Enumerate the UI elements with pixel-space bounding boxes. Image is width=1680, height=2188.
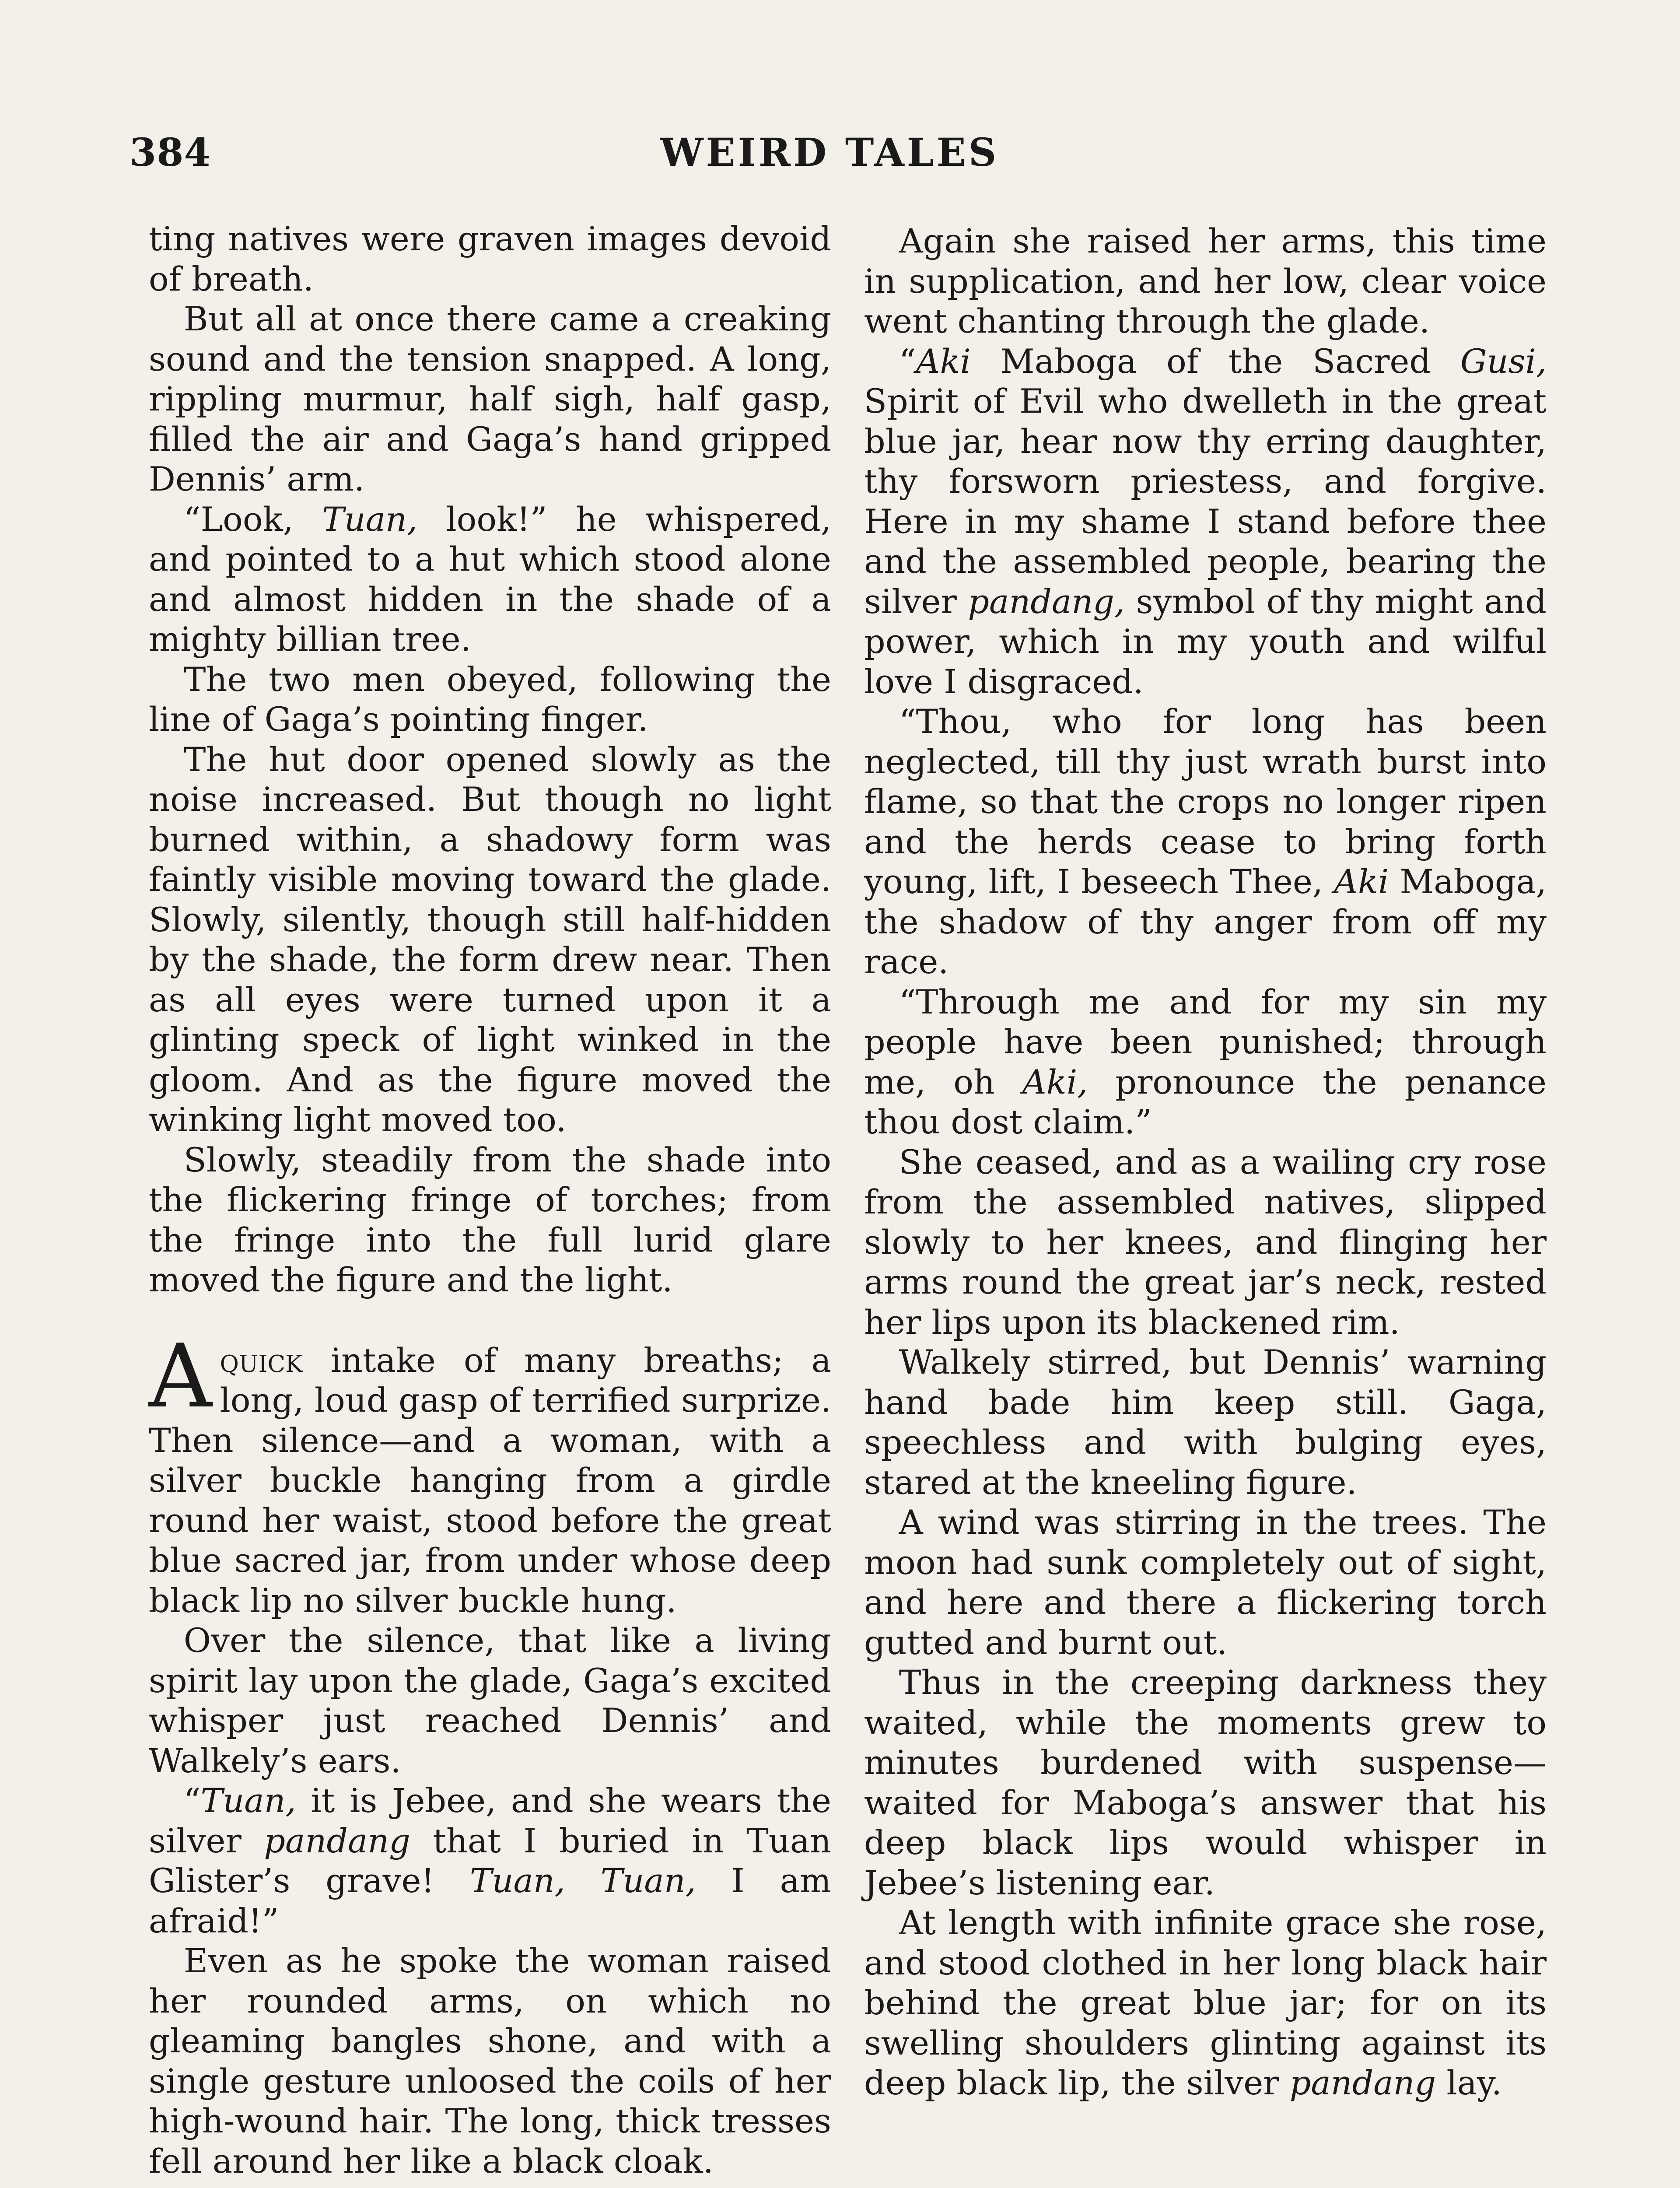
italic-run: Aki, — [1022, 1062, 1088, 1101]
italic-run: Tuan, Tuan, — [469, 1861, 696, 1900]
paragraph: A wind was stirring in the trees. The moon had sunk completely out of sight, and here and there a flickering torch gutted and burnt out. — [864, 1503, 1547, 1662]
right-column — [864, 221, 1547, 2103]
italic-run: pandang, — [968, 582, 1125, 621]
text-run: symbol of thy might and power, which in my youth and wilful love I disgraced. — [864, 582, 1547, 701]
paragraph: ting natives were graven images devoid of breath. — [149, 219, 831, 298]
italic-run: Aki — [1334, 862, 1389, 901]
left-column — [149, 219, 831, 2181]
text-run: Spirit of Evil who dwelleth in the great blue jar, hear now thy erring daughter, thy forsworn priestess, and forgive. Here in my shame I stand before thee and the assembled people, bearing the silver — [864, 382, 1547, 621]
page-number: 384 — [130, 130, 211, 175]
drop-cap: A — [149, 1325, 212, 1427]
text-run: that I buried in Tuan Glister’s grave! — [149, 1821, 831, 1900]
paragraph — [864, 1903, 1547, 2103]
text-run: At length with infinite grace she rose, and stood clothed in her long black hair behind the great blue jar; for on its swelling shoulders glinting against its deep black lip, the silver — [864, 1903, 1547, 2102]
paragraph: She ceased, and as a wailing cry rose from the assembled natives, slipped slowly to her knees, and flinging her arms round the great jar’s neck, rested her lips upon its blackened rim. — [864, 1142, 1547, 1342]
text-run: pronounce the penance thou dost claim.” — [864, 1062, 1547, 1141]
text-run: Maboga of the Sacred — [970, 341, 1460, 381]
text-run: I am afraid!” — [149, 1861, 831, 1940]
paragraph: Walkely stirred, but Dennis’ warning hand bade him keep still. Gaga, speechless and with bulging eyes, stared at the kneeling figure. — [864, 1343, 1547, 1502]
text-run: “Thou, who for long has been neglected, till thy just wrath burst into flame, so that the crops no longer ripen and the herds cease to bring forth young, lift, I beseech Thee, — [864, 702, 1547, 901]
paragraph — [864, 341, 1547, 702]
italic-run: Gusi, — [1460, 341, 1547, 381]
small-caps-run: quick — [220, 1340, 303, 1380]
paragraph — [149, 499, 831, 659]
section-opening-paragraph — [149, 1325, 831, 1621]
magazine-title: WEIRD TALES — [660, 130, 999, 175]
paragraph: Slowly, steadily from the shade into the flickering fringe of torches; from the fringe into the full lurid glare moved the figure and the light. — [149, 1140, 831, 1299]
paragraph — [149, 1781, 831, 1941]
text-run: “Look, — [183, 499, 322, 539]
text-run: “Through me and for my sin my people have been punished; through me, oh — [864, 982, 1547, 1101]
paragraph: But all at once there came a creaking sound and the tension snapped. A long, rippling murmur, half sigh, half gasp, filled the air and Gaga’s hand gripped Dennis’ arm. — [149, 299, 831, 498]
paragraph: The two men obeyed, following the line of Gaga’s pointing finger. — [149, 659, 831, 739]
paragraph: Thus in the creeping darkness they waited, while the moments grew to minutes burdened with suspense—waited for Maboga’s answer that his deep black lips would whisper in Jebee’s listening ear. — [864, 1663, 1547, 1902]
italic-run: Tuan, — [322, 499, 418, 539]
paragraph: Over the silence, that like a living spirit lay upon the glade, Gaga’s excited whisper just reached Dennis’ and Walkely’s ears. — [149, 1621, 831, 1780]
italic-run: Tuan, — [200, 1781, 296, 1820]
paragraph: Again she raised her arms, this time in supplication, and her low, clear voice went chanting through the glade. — [864, 221, 1547, 340]
text-run: look!” he whispered, and pointed to a hut which stood alone and almost hidden in the shade of a mighty billian tree. — [149, 499, 832, 659]
text-run: “ — [899, 341, 916, 381]
text-run: “ — [183, 1781, 201, 1820]
italic-run: Aki — [916, 341, 971, 381]
running-header — [130, 130, 1530, 182]
text-run: Maboga, the shadow of thy anger from off my race. — [864, 862, 1547, 981]
paragraph: The hut door opened slowly as the noise increased. But though no light burned within, a shadowy form was faintly visible moving toward the glade. Slowly, silently, though still half-hidden by the shade, the form drew near. Then as all eyes were turned upon it a glinting speck of light winked in the gloom. And as the figure moved the winking light moved too. — [149, 740, 831, 1139]
paragraph: Even as he spoke the woman raised her rounded arms, on which no gleaming bangles shone, and with a single gesture unloosed the coils of her high-wound hair. The long, thick tresses fell around her like a black cloak. — [149, 1941, 831, 2181]
paragraph — [864, 982, 1547, 1142]
paragraph — [864, 701, 1547, 982]
italic-run: pandang — [1289, 2063, 1436, 2102]
text-run: lay. — [1436, 2063, 1502, 2102]
text-run: it is Jebee, and she wears the silver — [149, 1781, 831, 1860]
text-run: intake of many breaths; a long, loud gasp of terrified surprize. Then silence—and a woman, with a silver buckle hanging from a girdle round her waist, stood before the great blue sacred jar, from under whose deep black lip no silver buckle hung. — [149, 1340, 831, 1620]
italic-run: pandang — [264, 1821, 410, 1860]
